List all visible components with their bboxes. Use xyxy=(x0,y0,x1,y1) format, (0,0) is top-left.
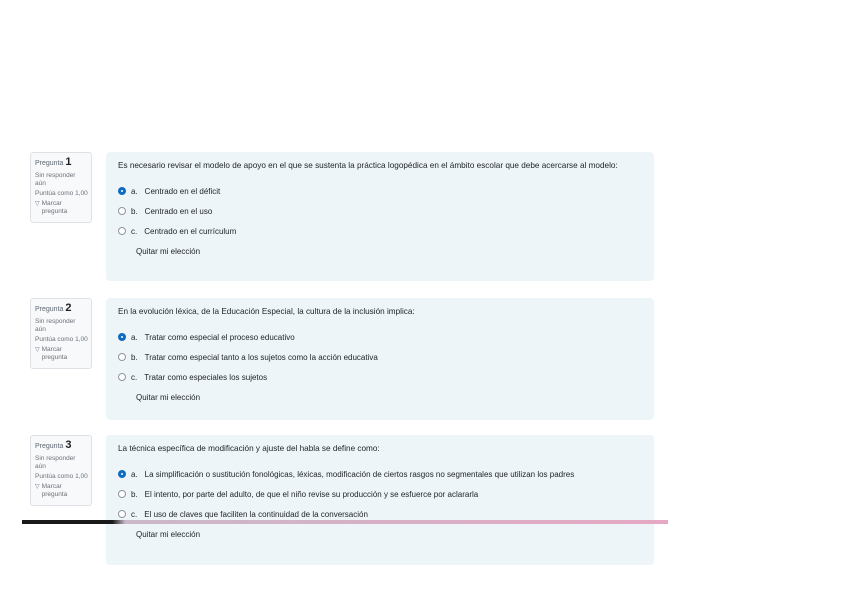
question-label: Pregunta xyxy=(35,443,64,450)
answer-list xyxy=(118,464,643,524)
answer-letter: b. xyxy=(131,206,138,216)
flag-icon: ▽ xyxy=(35,484,40,490)
question-title xyxy=(35,302,88,316)
radio-icon[interactable] xyxy=(118,353,126,361)
answer-text: Centrado en el déficit xyxy=(144,186,221,196)
question-title xyxy=(35,156,88,170)
flag-question-label: Marcar pregunta xyxy=(41,483,68,498)
answer-text: Tratar como especial el proceso educativo xyxy=(144,332,295,342)
answer-letter: c. xyxy=(131,509,138,519)
answer-list xyxy=(118,181,643,241)
answer-letter: c. xyxy=(131,372,138,382)
answer-letter: a. xyxy=(131,332,138,342)
answer-letter: a. xyxy=(131,186,138,196)
question-state: Sin responder aún xyxy=(35,318,76,333)
question-text: Es necesario revisar el modelo de apoyo en el que se sustenta la práctica logopédica en el ámbito escolar que debe acercarse al modelo: xyxy=(118,161,618,170)
radio-icon[interactable] xyxy=(118,490,126,498)
radio-icon[interactable] xyxy=(118,510,126,518)
question-info-3 xyxy=(30,435,92,506)
question-number: 2 xyxy=(65,302,72,314)
answer-text: El intento, por parte del adulto, de que el niño revise su producción y se esfuerce por aclararla xyxy=(144,489,479,499)
flag-icon: ▽ xyxy=(35,347,40,353)
question-state: Sin responder aún xyxy=(35,455,76,470)
answer-option-c[interactable] xyxy=(118,221,643,241)
taskbar-strip xyxy=(22,520,668,524)
answer-option-a[interactable] xyxy=(118,327,643,347)
question-title xyxy=(35,439,88,453)
answer-letter: b. xyxy=(131,352,138,362)
question-grade: Puntúa como 1,00 xyxy=(35,336,88,343)
radio-icon[interactable] xyxy=(118,207,126,215)
flag-question-button[interactable] xyxy=(35,346,88,362)
answer-option-c[interactable] xyxy=(118,367,643,387)
question-text: La técnica específica de modificación y ajuste del habla se define como: xyxy=(118,444,380,453)
question-info-1 xyxy=(30,152,92,223)
flag-question-button[interactable] xyxy=(35,483,88,499)
question-number: 1 xyxy=(65,156,72,168)
question-grade: Puntúa como 1,00 xyxy=(35,190,88,197)
radio-selected-icon[interactable] xyxy=(118,333,126,341)
answer-letter: c. xyxy=(131,226,138,236)
flag-question-label: Marcar pregunta xyxy=(41,346,68,361)
answer-option-a[interactable] xyxy=(118,181,643,201)
clear-choice-link[interactable]: Quitar mi elección xyxy=(136,530,201,539)
question-info-2 xyxy=(30,298,92,369)
question-content-2 xyxy=(106,298,654,420)
radio-icon[interactable] xyxy=(118,373,126,381)
answer-text: Centrado en el uso xyxy=(144,206,213,216)
question-content-1 xyxy=(106,152,654,281)
question-state: Sin responder aún xyxy=(35,172,76,187)
flag-icon: ▽ xyxy=(35,201,40,207)
answer-text: La simplificación o sustitución fonológicas, léxicas, modificación de ciertos rasgos no segmentales que utilizan los padres xyxy=(144,469,575,479)
answer-list xyxy=(118,327,643,387)
question-label: Pregunta xyxy=(35,160,64,167)
question-label: Pregunta xyxy=(35,306,64,313)
clear-choice-link[interactable]: Quitar mi elección xyxy=(136,393,201,402)
clear-choice-link[interactable]: Quitar mi elección xyxy=(136,247,201,256)
answer-letter: b. xyxy=(131,489,138,499)
answer-letter: a. xyxy=(131,469,138,479)
answer-text: El uso de claves que faciliten la continuidad de la conversación xyxy=(144,509,368,519)
question-content-3 xyxy=(106,435,654,565)
quiz-viewport xyxy=(22,148,668,539)
radio-icon[interactable] xyxy=(118,227,126,235)
radio-selected-icon[interactable] xyxy=(118,187,126,195)
answer-option-b[interactable] xyxy=(118,201,643,221)
answer-text: Tratar como especial tanto a los sujetos como la acción educativa xyxy=(144,352,378,362)
radio-selected-icon[interactable] xyxy=(118,470,126,478)
flag-question-label: Marcar pregunta xyxy=(41,200,68,215)
question-text: En la evolución léxica, de la Educación Especial, la cultura de la inclusión implica: xyxy=(118,307,415,316)
answer-option-b[interactable] xyxy=(118,347,643,367)
answer-text: Centrado en el currículum xyxy=(144,226,237,236)
answer-text: Tratar como especiales los sujetos xyxy=(144,372,268,382)
answer-option-a[interactable] xyxy=(118,464,643,484)
question-grade: Puntúa como 1,00 xyxy=(35,473,88,480)
flag-question-button[interactable] xyxy=(35,200,88,216)
question-number: 3 xyxy=(65,439,72,451)
answer-option-b[interactable] xyxy=(118,484,643,504)
